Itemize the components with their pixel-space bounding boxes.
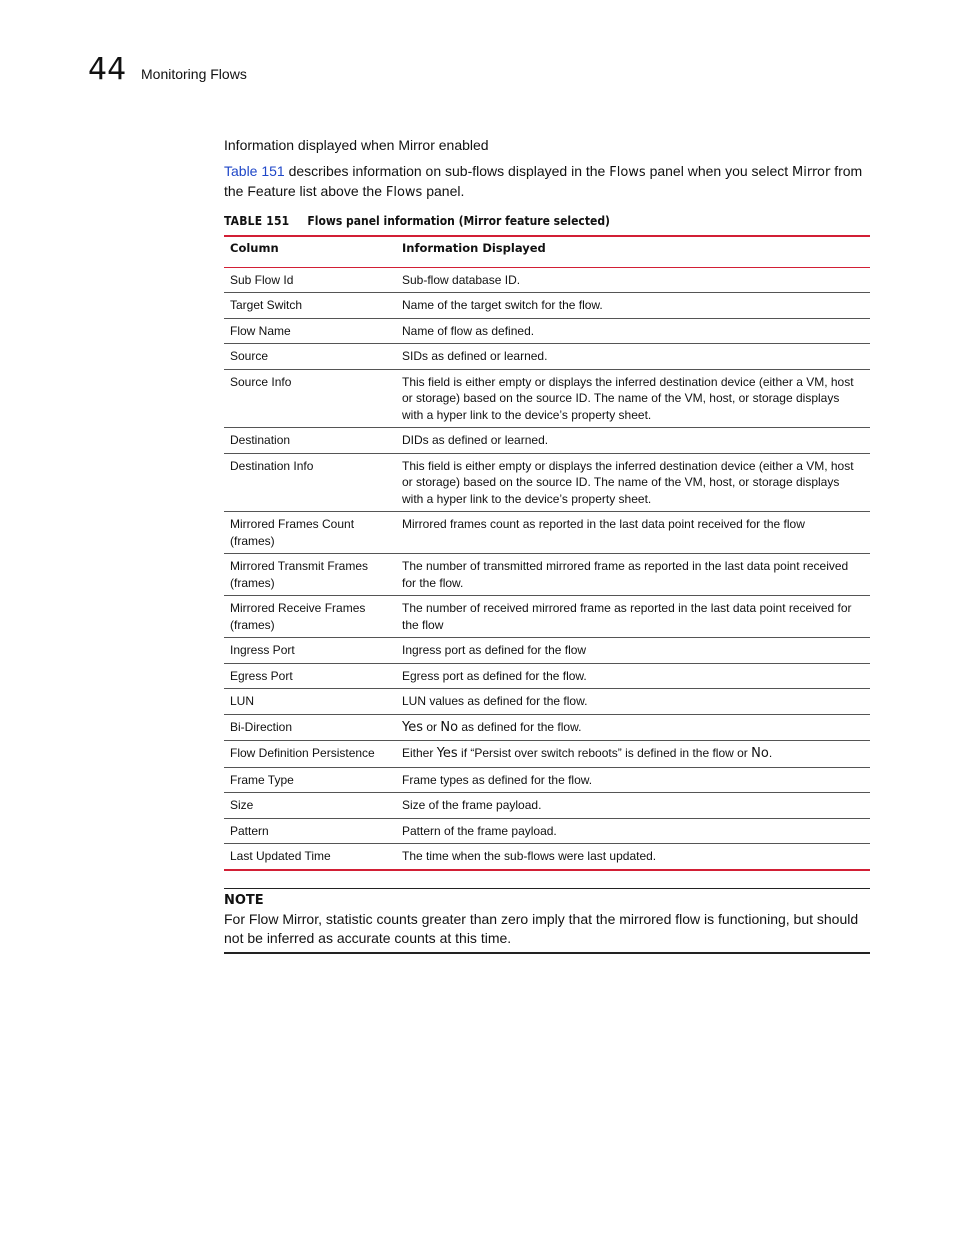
intro-text-4: panel. xyxy=(422,183,465,199)
table-row xyxy=(224,741,870,768)
value-yes: Yes xyxy=(402,719,423,735)
cell-column: Mirrored Frames Count (frames) xyxy=(224,512,396,554)
cell-column: Source Info xyxy=(224,369,396,428)
text-end: . xyxy=(768,746,773,760)
cell-info: Ingress port as defined for the flow xyxy=(396,638,870,664)
cell-info: The number of received mirrored frame as reported in the last data point received for the flow xyxy=(396,596,870,638)
cell-info: Size of the frame payload. xyxy=(396,793,870,819)
table-row xyxy=(224,318,870,344)
cell-column: Flow Name xyxy=(224,318,396,344)
cell-info: This field is either empty or displays the inferred destination device (either a VM, host or storage) based on the source ID. The name of the VM, host, or storage displays with a hyper link to the device’s property sheet. xyxy=(396,453,870,512)
chapter-title: Monitoring Flows xyxy=(141,66,247,82)
cell-column: Last Updated Time xyxy=(224,844,396,870)
cell-column: Egress Port xyxy=(224,663,396,689)
cell-column: Destination xyxy=(224,428,396,454)
table-row xyxy=(224,554,870,596)
table-row xyxy=(224,793,870,819)
cell-column: Ingress Port xyxy=(224,638,396,664)
cell-info: Frame types as defined for the flow. xyxy=(396,767,870,793)
section-heading: Information displayed when Mirror enabled xyxy=(224,137,489,153)
table-row xyxy=(224,714,870,741)
flows-panel-table xyxy=(224,235,870,871)
table-body-tail xyxy=(224,767,870,870)
cell-info: Egress port as defined for the flow. xyxy=(396,663,870,689)
term-flows-2: Flows xyxy=(385,185,423,200)
chapter-number: 44 xyxy=(88,52,127,87)
table-row xyxy=(224,596,870,638)
cell-column: Mirrored Receive Frames (frames) xyxy=(224,596,396,638)
table-header-row xyxy=(224,236,870,267)
intro-paragraph xyxy=(224,162,870,202)
table-row xyxy=(224,818,870,844)
cell-info: Name of flow as defined. xyxy=(396,318,870,344)
note-label: NOTE xyxy=(224,893,264,908)
table-row xyxy=(224,689,870,715)
intro-text-1: describes information on sub-flows displayed in the xyxy=(284,163,610,179)
text-rest: as defined for the flow. xyxy=(458,719,582,734)
text-mid: if “Persist over switch reboots” is defined in the flow or xyxy=(457,746,752,760)
cell-column: Destination Info xyxy=(224,453,396,512)
header-information: Information Displayed xyxy=(396,236,870,267)
cell-column: Bi-Direction xyxy=(224,714,396,741)
cell-column: Frame Type xyxy=(224,767,396,793)
term-flows: Flows xyxy=(609,165,646,180)
cell-info: Name of the target switch for the flow. xyxy=(396,293,870,319)
intro-text-2: panel when you select xyxy=(645,163,793,179)
intro-text-3: from the Feature list above the xyxy=(224,163,863,199)
table-row xyxy=(224,293,870,319)
table-body xyxy=(224,267,870,714)
note-text: For Flow Mirror, statistic counts greater than zero imply that the mirrored flow is functioning, but should not be inferred as accurate counts at this time. xyxy=(224,911,859,946)
cell-column: Source xyxy=(224,344,396,370)
table-title: Flows panel information (Mirror feature selected) xyxy=(307,214,610,228)
table-row xyxy=(224,453,870,512)
cell-info xyxy=(396,741,870,768)
table-link[interactable]: Table 151 xyxy=(224,163,285,179)
table-row xyxy=(224,663,870,689)
cell-column: Size xyxy=(224,793,396,819)
table-row xyxy=(224,844,870,870)
table-row xyxy=(224,344,870,370)
cell-info: The number of transmitted mirrored frame as reported in the last data point received for the flow. xyxy=(396,554,870,596)
cell-info xyxy=(396,714,870,741)
cell-info: The time when the sub-flows were last updated. xyxy=(396,844,870,870)
table-row xyxy=(224,512,870,554)
cell-info: Sub-flow database ID. xyxy=(396,267,870,293)
cell-info: This field is either empty or displays the inferred destination device (either a VM, host or storage) based on the source ID. The name of the VM, host, or storage displays with a hyper link to the device’s property sheet. xyxy=(396,369,870,428)
table-number: TABLE 151 xyxy=(224,214,290,228)
cell-column: LUN xyxy=(224,689,396,715)
header-column: Column xyxy=(224,236,396,267)
value-no: No xyxy=(751,746,769,761)
table-caption xyxy=(224,212,610,230)
cell-info: DIDs as defined or learned. xyxy=(396,428,870,454)
cell-column: Sub Flow Id xyxy=(224,267,396,293)
cell-column: Flow Definition Persistence xyxy=(224,741,396,768)
cell-info: Mirrored frames count as reported in the last data point received for the flow xyxy=(396,512,870,554)
text-or: or xyxy=(423,719,441,734)
table-row xyxy=(224,428,870,454)
cell-info: SIDs as defined or learned. xyxy=(396,344,870,370)
cell-column: Pattern xyxy=(224,818,396,844)
table-row xyxy=(224,767,870,793)
cell-column: Mirrored Transmit Frames (frames) xyxy=(224,554,396,596)
text-pre: Either xyxy=(402,746,437,760)
cell-info: Pattern of the frame payload. xyxy=(396,818,870,844)
table-row xyxy=(224,267,870,293)
cell-info: LUN values as defined for the flow. xyxy=(396,689,870,715)
term-mirror: Mirror xyxy=(792,165,831,180)
table-row xyxy=(224,638,870,664)
table-row xyxy=(224,369,870,428)
value-yes: Yes xyxy=(436,746,458,761)
cell-column: Target Switch xyxy=(224,293,396,319)
value-no: No xyxy=(440,719,459,735)
note-box xyxy=(224,888,870,954)
